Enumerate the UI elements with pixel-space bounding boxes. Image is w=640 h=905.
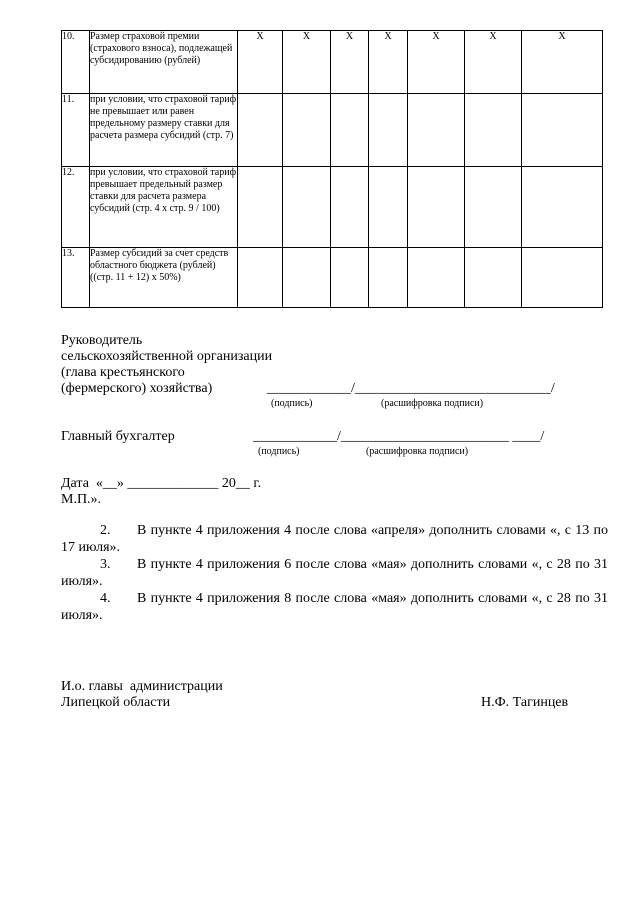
row-number: 13. <box>62 248 90 308</box>
value-cell <box>465 167 522 248</box>
head-title-line-4: (фермерского) хозяйства) <box>61 381 213 396</box>
value-cell <box>331 248 369 308</box>
value-cell <box>369 94 408 167</box>
head-caption-decoding: (расшифровка подписи) <box>381 398 484 409</box>
value-cell <box>408 94 465 167</box>
value-cell <box>283 167 331 248</box>
paragraph-number: 4. <box>100 591 111 606</box>
accountant-label: Главный бухгалтер <box>61 429 175 444</box>
value-cell <box>522 167 603 248</box>
value-cell: Х <box>465 31 522 94</box>
accountant-caption-signature: (подпись) <box>258 446 300 457</box>
table-row <box>62 248 603 308</box>
value-cell <box>331 167 369 248</box>
table-row <box>62 167 603 248</box>
value-cell <box>522 248 603 308</box>
paragraph-4 <box>61 590 608 624</box>
head-signature-line: ____________/____________________________/ <box>267 381 555 396</box>
table-row <box>62 94 603 167</box>
stamp-mark: М.П.». <box>61 492 102 507</box>
official-title-line-1: И.о. главы администрации <box>61 679 223 694</box>
value-cell: Х <box>331 31 369 94</box>
value-cell <box>465 248 522 308</box>
value-cell <box>331 94 369 167</box>
official-title-line-2: Липецкой области <box>61 695 171 710</box>
value-cell <box>238 94 283 167</box>
value-cell <box>522 94 603 167</box>
head-title-line-2: сельскохозяйственной организации <box>61 349 273 364</box>
value-cell <box>465 94 522 167</box>
paragraph-number: 3. <box>100 557 111 572</box>
table-row <box>62 31 603 94</box>
value-cell: Х <box>408 31 465 94</box>
value-cell <box>369 248 408 308</box>
head-title-line-3: (глава крестьянского <box>61 365 185 380</box>
value-cell <box>408 248 465 308</box>
paragraph-2 <box>61 522 608 556</box>
value-cell <box>408 167 465 248</box>
paragraph-text: В пункте 4 приложения 4 после слова «апреля» дополнить словами «, с 13 по 17 июля». <box>61 523 608 555</box>
row-description: при условии, что страховой тариф превышает предельный размер ставки для расчета размера субсидий (стр. 4 х стр. 9 / 100) <box>90 167 238 248</box>
value-cell <box>283 94 331 167</box>
accountant-signature-line: ____________/________________________ ____/ <box>253 429 545 444</box>
row-number: 10. <box>62 31 90 94</box>
row-number: 11. <box>62 94 90 167</box>
paragraph-text: В пункте 4 приложения 8 после слова «мая» дополнить словами «, с 28 по 31 июля». <box>61 591 608 623</box>
head-title-line-1: Руководитель <box>61 333 143 348</box>
value-cell <box>238 167 283 248</box>
row-description: Размер субсидий за счет средств областного бюджета (рублей) ((стр. 11 + 12) х 50%) <box>90 248 238 308</box>
head-caption-signature: (подпись) <box>271 398 313 409</box>
value-cell: Х <box>238 31 283 94</box>
paragraph-3 <box>61 556 608 590</box>
official-name: Н.Ф. Тагинцев <box>481 695 569 710</box>
value-cell: Х <box>369 31 408 94</box>
value-cell <box>238 248 283 308</box>
value-cell <box>369 167 408 248</box>
value-cell <box>283 248 331 308</box>
row-description: Размер страховой премии (страхового взноса), подлежащей субсидированию (рублей) <box>90 31 238 94</box>
paragraph-number: 2. <box>100 523 111 538</box>
value-cell: Х <box>283 31 331 94</box>
subsidy-table <box>61 30 603 308</box>
value-cell: Х <box>522 31 603 94</box>
row-description: при условии, что страховой тариф не превышает или равен предельному размеру ставки для расчета размера субсидий (стр. 7) <box>90 94 238 167</box>
accountant-caption-decoding: (расшифровка подписи) <box>366 446 469 457</box>
date-line: Дата «__» _____________ 20__ г. <box>61 476 262 491</box>
paragraph-text: В пункте 4 приложения 6 после слова «мая» дополнить словами «, с 28 по 31 июля». <box>61 557 608 589</box>
row-number: 12. <box>62 167 90 248</box>
